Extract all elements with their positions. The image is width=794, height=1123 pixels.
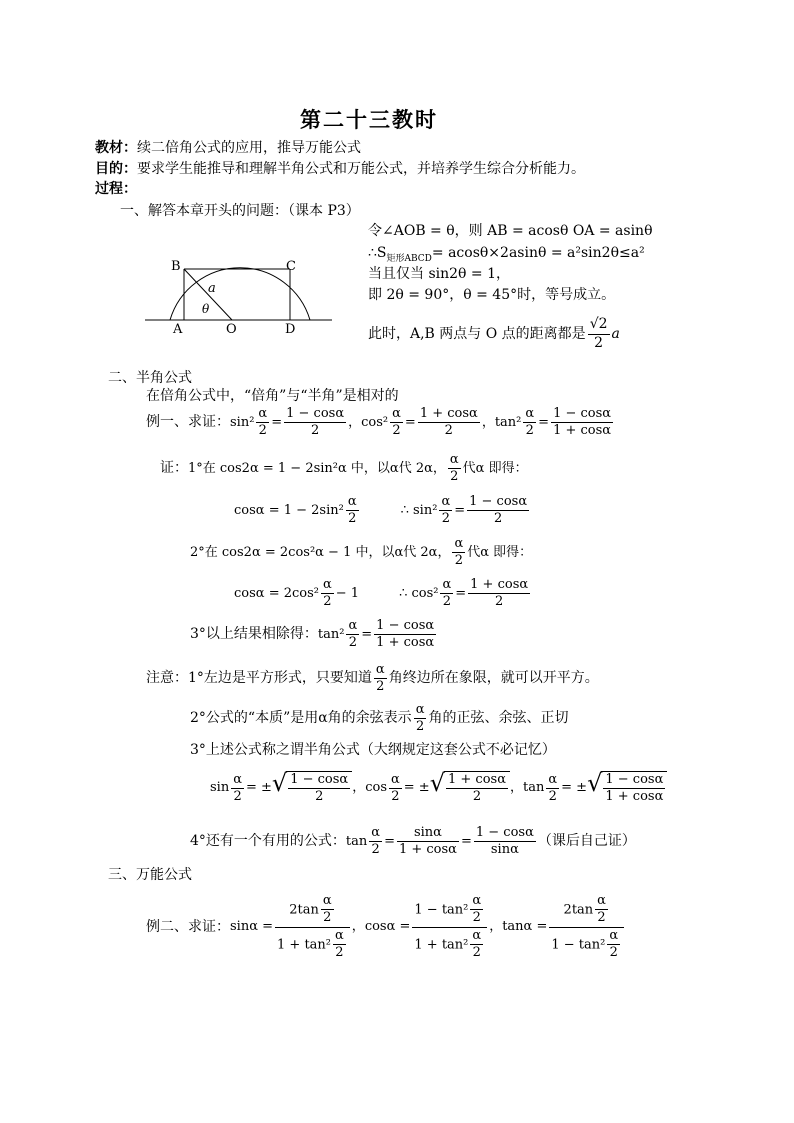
frac-num: α bbox=[607, 928, 620, 945]
process-label: 过程： bbox=[95, 181, 137, 197]
eq: = bbox=[454, 502, 466, 518]
frac-num: α bbox=[389, 772, 402, 789]
e1-eq3: = bbox=[538, 414, 550, 430]
pm: = ± bbox=[561, 780, 588, 796]
note4-frac2 bbox=[397, 825, 459, 859]
frac-num: α bbox=[448, 452, 461, 469]
step2-eq-right-prefix: ∴ cos² bbox=[399, 585, 439, 601]
sqrt-sin: √ $\frac{1 - \cos\alpha}{2}$ bbox=[272, 771, 352, 806]
frac-den: 2 bbox=[323, 910, 332, 926]
frac-den: 2 bbox=[335, 944, 344, 960]
note4-tan: tan bbox=[345, 833, 368, 849]
step2-eq-frac3 bbox=[468, 577, 530, 611]
frac-den: 2 bbox=[371, 842, 380, 858]
step2-eq-frac2 bbox=[440, 577, 453, 611]
frac-den: 2 bbox=[310, 423, 320, 439]
sqrt-tan: √ $\frac{1 - \cos\alpha}{1 + \cos\alpha}$ bbox=[587, 771, 667, 806]
frac-den: 1 + cosα bbox=[376, 635, 435, 651]
step2-eq-frac bbox=[321, 577, 334, 611]
step1-tail: 代α 即得： bbox=[462, 460, 528, 476]
one-plus-tan2: 1 + tan² bbox=[414, 936, 469, 952]
frac-num: α bbox=[390, 406, 403, 423]
page-title: 第二十三教时 bbox=[300, 107, 438, 132]
pm: = ± bbox=[403, 780, 430, 796]
label-D: D bbox=[285, 322, 296, 337]
note1-a: 1°左边是平方形式，只要知道 bbox=[188, 670, 372, 687]
e2-tan-frac bbox=[549, 893, 624, 961]
e1-cos2: cos² bbox=[361, 414, 389, 430]
frac-num: α bbox=[440, 577, 453, 594]
frac-den: 2 bbox=[323, 594, 332, 610]
e1-frac-a2 bbox=[256, 406, 269, 440]
e2-cos-num bbox=[412, 893, 487, 928]
semicircle-arc bbox=[170, 268, 310, 320]
step2-text: 2°在 cos2α = 2cos²α − 1 中，以α代 2α， bbox=[190, 544, 451, 560]
line5-prefix: 此时，A,B 两点与 O 点的距离都是 bbox=[368, 325, 586, 342]
frac-num: α bbox=[452, 536, 465, 553]
frac-den: 2 bbox=[391, 788, 400, 804]
line5-fraction bbox=[588, 316, 610, 352]
frac-num: 1 + cosα bbox=[446, 772, 508, 789]
frac-num: α bbox=[595, 893, 608, 910]
eq: = bbox=[361, 626, 373, 642]
frac-den: 2 bbox=[258, 423, 267, 439]
root-cos-frac bbox=[389, 772, 402, 806]
root-tan-frac bbox=[546, 772, 559, 806]
line5-suffix: a bbox=[611, 325, 620, 342]
e1-tan2: tan² bbox=[494, 414, 522, 430]
frac-num: α bbox=[321, 893, 334, 910]
note2 bbox=[190, 702, 568, 736]
frac-num: α bbox=[470, 928, 483, 945]
frac-den: 2 bbox=[315, 789, 324, 805]
e2-cos-frac bbox=[412, 893, 487, 961]
e1-frac-rhs3 bbox=[551, 406, 613, 440]
label-B: B bbox=[171, 259, 181, 274]
line5-num: √2 bbox=[588, 316, 610, 335]
frac-den: 2 bbox=[415, 719, 425, 735]
sqrt-cos: √ $\frac{1 + \cos\alpha}{2}$ bbox=[430, 771, 510, 806]
proof-label: 证： bbox=[160, 460, 188, 477]
note4-frac3 bbox=[474, 825, 536, 859]
note1 bbox=[146, 662, 599, 696]
section2-intro: 在倍角公式中，“倍角”与“半角”是相对的 bbox=[146, 388, 399, 404]
eq: = bbox=[384, 833, 395, 849]
note4-frac bbox=[369, 825, 382, 859]
textbook-line bbox=[95, 140, 361, 157]
e1-sin2: sin² bbox=[230, 414, 255, 430]
step3-frac bbox=[346, 618, 359, 652]
step1-eq-right-prefix: ∴ sin² bbox=[400, 502, 438, 518]
label-A: A bbox=[173, 322, 183, 337]
frac-den: 2 bbox=[597, 910, 606, 926]
e1-frac-a2b bbox=[390, 406, 403, 440]
step1-eq-frac3 bbox=[467, 494, 529, 528]
proof-step2 bbox=[190, 536, 532, 570]
line2-rest: = acosθ×2asinθ = a²sin2θ≤a² bbox=[431, 245, 645, 261]
section1-line5 bbox=[368, 316, 620, 352]
frac-den: 2 bbox=[472, 910, 481, 926]
e2-tan-lhs: tanα = bbox=[502, 919, 548, 935]
frac-num: α bbox=[439, 494, 452, 511]
half-angle-roots bbox=[210, 771, 667, 806]
frac-num: α bbox=[369, 825, 382, 842]
section3-heading: 三、万能公式 bbox=[108, 867, 192, 883]
example1-row bbox=[146, 406, 615, 440]
note2-b: 角的正弦、余弦、正切 bbox=[428, 710, 569, 727]
step3-tan2: tan² bbox=[317, 626, 345, 642]
eq: = bbox=[455, 585, 467, 601]
e2-sin-frac bbox=[275, 893, 350, 961]
line5-den: 2 bbox=[594, 334, 604, 351]
semicircle-diagram bbox=[140, 225, 340, 340]
frac-den: 2 bbox=[495, 594, 504, 610]
frac-num: 1 + cosα bbox=[468, 577, 530, 594]
frac-den: 2 bbox=[444, 423, 453, 439]
note2-a: 2°公式的“本质”是用α角的余弦表示 bbox=[190, 710, 412, 727]
e2-sin-num bbox=[275, 893, 350, 928]
frac-den: 2 bbox=[348, 635, 358, 651]
textbook-label: 教材： bbox=[95, 140, 137, 156]
goal-text: 要求学生能推导和理解半角公式和万能公式，并培养学生综合分析能力。 bbox=[137, 161, 585, 177]
comma: ， bbox=[510, 780, 524, 796]
frac-den: 1 + cosα bbox=[398, 842, 457, 858]
e1-eq2: = bbox=[404, 414, 416, 430]
section1-line2 bbox=[368, 245, 645, 265]
note4-b: （课后自己证） bbox=[537, 833, 636, 850]
frac-den: 2 bbox=[548, 788, 557, 804]
frac-num: α bbox=[414, 702, 427, 719]
note4 bbox=[190, 825, 636, 859]
frac-num: α bbox=[321, 577, 334, 594]
one-minus-tan2: 1 − tan² bbox=[414, 902, 469, 918]
step2-tail: 代α 即得： bbox=[467, 544, 533, 560]
frac-num: 1 − cosα bbox=[467, 494, 529, 511]
example2-row bbox=[146, 893, 626, 961]
note-label: 注意： bbox=[146, 670, 188, 687]
e2-sin-lhs: sinα = bbox=[230, 919, 274, 935]
step1-text: 1°在 cos2α = 1 − 2sin²α 中，以α代 2α， bbox=[188, 460, 446, 476]
example1-label: 例一、求证： bbox=[146, 414, 230, 431]
frac-den: 1 + cosα bbox=[605, 789, 664, 805]
frac-num: α bbox=[231, 772, 244, 789]
frac-den: 1 + cosα bbox=[553, 423, 612, 439]
frac-num: 1 − cosα bbox=[288, 772, 350, 789]
frac-den: 2 bbox=[609, 944, 618, 960]
step1-frac bbox=[448, 452, 461, 486]
comma: ， bbox=[481, 414, 495, 430]
root-sin: sin bbox=[210, 780, 230, 796]
step3-text: 3°以上结果相除得： bbox=[190, 626, 318, 643]
goal-line bbox=[95, 161, 585, 178]
comma: ， bbox=[352, 780, 366, 796]
two-tan: 2tan bbox=[289, 902, 319, 918]
frac-den: 2 bbox=[493, 511, 503, 527]
step1-eq-frac2 bbox=[439, 494, 452, 528]
frac-num: α bbox=[346, 494, 359, 511]
frac-den: 2 bbox=[376, 679, 385, 695]
e2-sin-den bbox=[275, 928, 350, 962]
frac-num: α bbox=[374, 662, 387, 679]
frac-den: 2 bbox=[454, 553, 463, 569]
frac-num: 1 − cosα bbox=[603, 772, 665, 789]
step2-equation bbox=[234, 577, 532, 611]
label-a: a bbox=[208, 281, 216, 296]
label-C: C bbox=[286, 259, 296, 274]
frac-num: 1 + cosα bbox=[418, 406, 480, 423]
frac-num: α bbox=[546, 772, 559, 789]
frac-num: α bbox=[256, 406, 269, 423]
frac-den: 2 bbox=[441, 511, 450, 527]
section1-line3: 当且仅当 sin2θ = 1， bbox=[368, 266, 511, 282]
frac-num: 1 − cosα bbox=[284, 406, 346, 423]
step1-eq-left: cosα = 1 − 2sin² bbox=[234, 502, 344, 518]
one-minus-tan2: 1 − tan² bbox=[551, 936, 606, 952]
frac-num: α bbox=[470, 893, 483, 910]
eq: = bbox=[460, 833, 472, 849]
goal-label: 目的： bbox=[95, 161, 137, 177]
comma: ， bbox=[351, 919, 365, 935]
comma: ， bbox=[489, 919, 503, 935]
section2-heading: 二、半角公式 bbox=[108, 370, 192, 386]
frac-num: 1 − cosα bbox=[374, 618, 436, 635]
section1-heading: 一、解答本章开头的问题：（课本 P3） bbox=[120, 203, 360, 219]
example2-label: 例二、求证： bbox=[146, 918, 230, 935]
frac-den: 2 bbox=[472, 789, 482, 805]
proof-step3 bbox=[190, 618, 438, 652]
frac-num: 1 − cosα bbox=[551, 406, 613, 423]
frac-den: 2 bbox=[348, 511, 357, 527]
frac-den: 2 bbox=[442, 594, 451, 610]
pm: = ± bbox=[245, 780, 272, 796]
step1-eq-frac bbox=[346, 494, 359, 528]
e2-tan-num bbox=[549, 893, 624, 928]
root-tan: tan bbox=[523, 780, 545, 796]
note3: 3°上述公式称之谓半角公式（大纲规定这套公式不必记忆） bbox=[190, 742, 556, 758]
label-O: O bbox=[226, 322, 237, 337]
frac-num: α bbox=[333, 928, 346, 945]
section1-line4: 即 2θ = 90°，θ = 45°时，等号成立。 bbox=[368, 287, 616, 303]
frac-den: 2 bbox=[392, 423, 401, 439]
step2-eq-left-tail: − 1 bbox=[335, 585, 360, 601]
e1-frac-rhs1 bbox=[284, 406, 346, 440]
frac-num: α bbox=[523, 406, 536, 423]
note2-frac bbox=[414, 702, 427, 736]
root-sin-frac bbox=[231, 772, 244, 806]
step2-frac bbox=[452, 536, 465, 570]
two-tan: 2tan bbox=[563, 902, 594, 918]
frac-num: sinα bbox=[397, 825, 459, 842]
root-cos: cos bbox=[365, 780, 387, 796]
line2-prefix: ∴S bbox=[368, 245, 387, 261]
frac-den: 2 bbox=[233, 788, 242, 804]
e1-frac-rhs2 bbox=[418, 406, 480, 440]
frac-num: 1 − cosα bbox=[474, 825, 536, 842]
note1-frac bbox=[374, 662, 387, 696]
label-theta: θ bbox=[202, 302, 210, 316]
e2-cos-den bbox=[412, 928, 487, 962]
e1-eq: = bbox=[271, 414, 283, 430]
e2-cos-lhs: cosα = bbox=[364, 919, 411, 935]
one-plus-tan2: 1 + tan² bbox=[277, 936, 332, 952]
line2-sub: 矩形ABCD bbox=[386, 253, 432, 264]
step2-eq-left: cosα = 2cos² bbox=[234, 585, 319, 601]
step1-equation bbox=[234, 494, 531, 528]
frac-den: 2 bbox=[525, 423, 534, 439]
proof-step1 bbox=[160, 452, 528, 486]
e1-frac-a2c bbox=[523, 406, 536, 440]
frac-den: sinα bbox=[490, 842, 519, 858]
note4-a: 4°还有一个有用的公式： bbox=[190, 833, 346, 850]
frac-den: 2 bbox=[450, 469, 459, 485]
textbook-text: 续二倍角公式的应用，推导万能公式 bbox=[137, 140, 361, 156]
e2-tan-den bbox=[549, 928, 624, 962]
note1-b: 角终边所在象限，就可以开平方。 bbox=[388, 670, 599, 687]
section1-line1: 令∠AOB = θ，则 AB = acosθ OA = asinθ bbox=[368, 223, 653, 239]
comma: ， bbox=[348, 414, 362, 430]
frac-num: α bbox=[346, 618, 359, 635]
frac-den: 2 bbox=[472, 944, 481, 960]
step3-frac2 bbox=[374, 618, 436, 652]
